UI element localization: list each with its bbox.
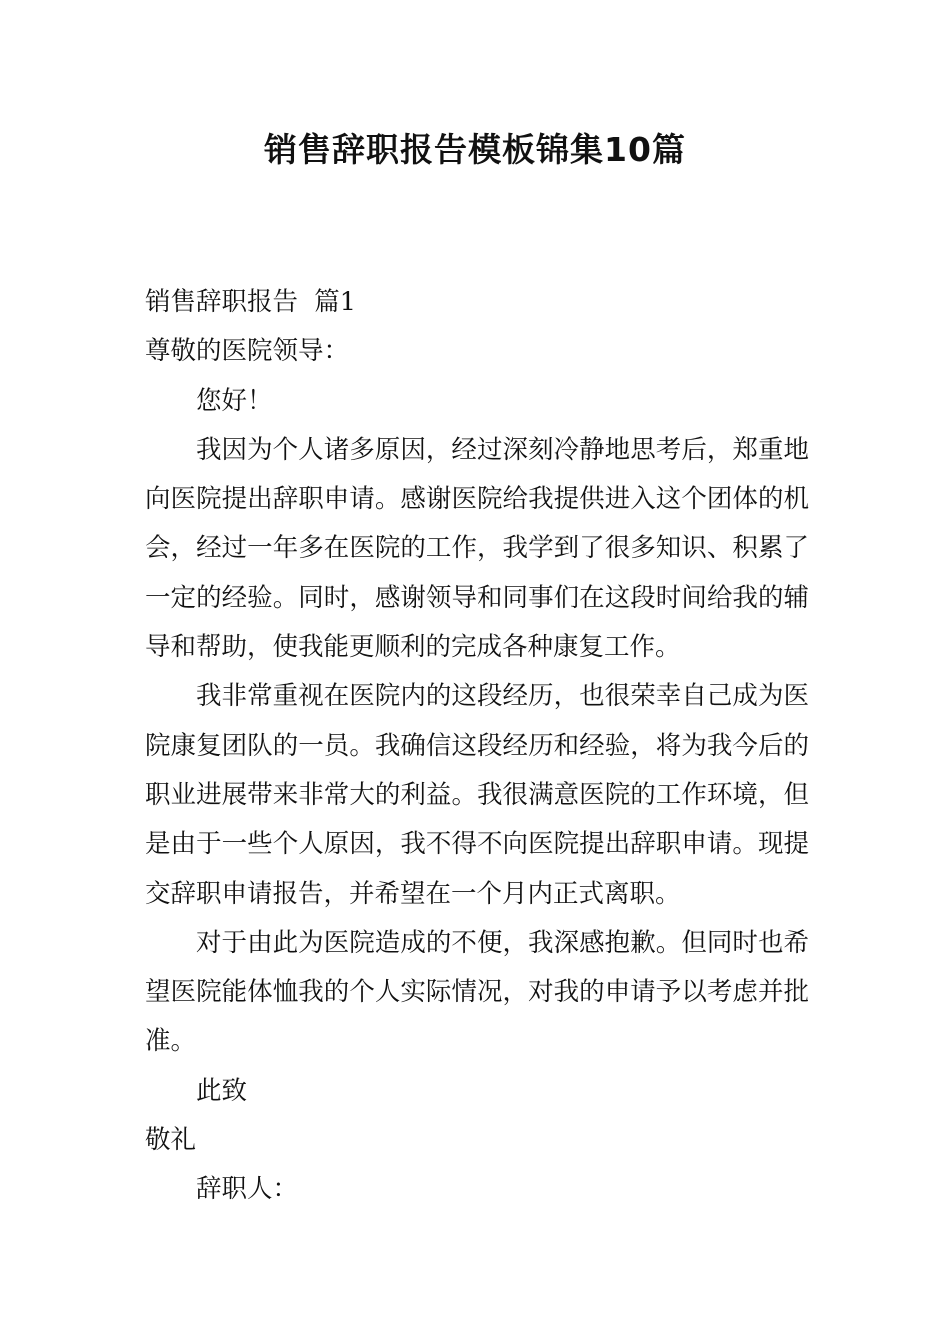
paragraph-3: 对于由此为医院造成的不便，我深感抱歉。但同时也希望医院能体恤我的个人实际情况，对我的申请予以考虑并批准。 xyxy=(145,927,809,1057)
section-heading: 销售辞职报告 篇1 xyxy=(145,287,356,317)
greeting: 您好！ xyxy=(196,385,273,416)
document-body xyxy=(145,278,809,1215)
salutation: 尊敬的医院领导： xyxy=(145,336,350,367)
paragraph-2: 我非常重视在医院内的这段经历，也很荣幸自己成为医院康复团队的一员。我确信这段经历和经验，将为我今后的职业进展带来非常大的利益。我很满意医院的工作环境，但是由于一些个人原因，我不得不向医院提出辞职申请。现提交辞职申请报告，并希望在一个月内正式离职。 xyxy=(145,681,809,909)
document-title: 销售辞职报告模板锦集10篇 xyxy=(264,130,686,169)
paragraph-1: 我因为个人诸多原因，经过深刻冷静地思考后，郑重地向医院提出辞职申请。感谢医院给我提供进入这个团体的机会，经过一年多在医院的工作，我学到了很多知识、积累了一定的经验。同时，感谢领导和同事们在这段时间给我的辅导和帮助，使我能更顺利的完成各种康复工作。 xyxy=(145,434,809,663)
signature-label: 辞职人： xyxy=(196,1174,299,1205)
closing-regards: 此致 xyxy=(196,1075,248,1106)
closing-salute: 敬礼 xyxy=(145,1125,197,1156)
